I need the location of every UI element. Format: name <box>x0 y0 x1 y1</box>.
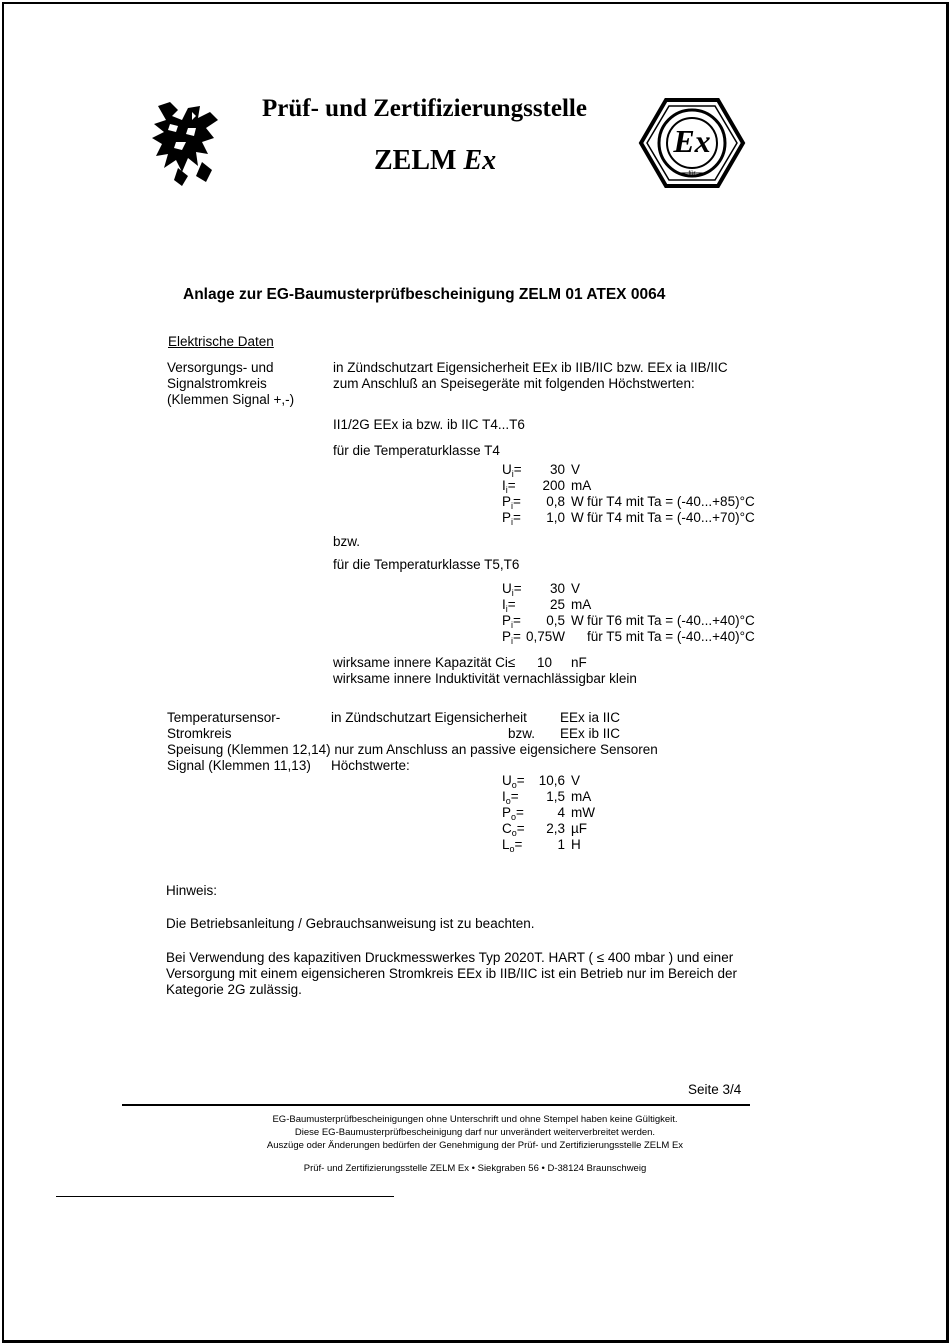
sensor-unit: H <box>571 837 581 852</box>
capacitance-label: wirksame innere Kapazität Ci≤ <box>333 655 516 670</box>
bzw-text: bzw. <box>333 534 361 549</box>
sensor-symbol: $I_o=$ <box>502 789 519 806</box>
inductance-text: wirksame innere Induktivität vernachlässigbar klein <box>333 671 637 686</box>
t56-unit: V <box>571 581 581 596</box>
footer-line-3: Auszüge oder Änderungen bedürfen der Genehmigung der Prüf- und Zertifizierungsstelle ZELM Ex <box>266 1140 684 1151</box>
t4-symbol: $I_i=$ <box>502 478 516 495</box>
t56-subscript: i <box>511 636 514 646</box>
section-title: Elektrische Daten <box>168 334 274 349</box>
capacitance-unit: nF <box>571 655 587 670</box>
notes-line-1: Die Betriebsanleitung / Gebrauchsanweisung ist zu beachten. <box>166 916 535 931</box>
supply-marking: II1/2G EEx ia bzw. ib IIC T4...T6 <box>333 417 525 432</box>
t56-symbol: $I_i=$ <box>502 597 516 614</box>
supply-intro-2: zum Anschluß an Speisegeräte mit folgenden Höchstwerten: <box>333 376 695 391</box>
sensor-line-2-bzw: bzw. <box>508 726 536 741</box>
t4-title: für die Temperaturklasse T4 <box>333 443 500 458</box>
sensor-max-label: Höchstwerte: <box>331 758 410 773</box>
t4-subscript: i <box>511 501 514 511</box>
t4-value: 0,8 <box>546 494 565 509</box>
ex-seal-logo <box>638 97 746 189</box>
header-subtitle-name: ZELM <box>374 145 457 176</box>
sensor-unit: µF <box>571 821 588 836</box>
t56-value: 0,5 <box>546 613 565 628</box>
supply-label-3: (Klemmen Signal +,-) <box>167 392 295 407</box>
sensor-symbol: $P_o=$ <box>502 805 524 822</box>
t4-note: für T4 mit Ta = (-40...+70)°C <box>587 510 755 525</box>
seal-center-text: Ex <box>673 123 711 159</box>
t4-value: 200 <box>542 478 565 493</box>
t4-subscript: i <box>511 517 514 527</box>
sensor-symbol: $L_o=$ <box>502 837 523 854</box>
t56-value: 0,75W <box>525 629 565 644</box>
t4-unit: W <box>571 510 584 525</box>
t56-value: 30 <box>549 581 565 596</box>
notes-para-1: Bei Verwendung des kapazitiven Druckmesswerkes Typ 2020T. HART ( ≤ 400 mbar ) und einer <box>166 950 734 965</box>
t4-unit: W <box>571 494 584 509</box>
notes-para-3: Kategorie 2G zulässig. <box>166 982 302 997</box>
supply-intro-1: in Zündschutzart Eigensicherheit EEx ib IIB/IIC bzw. EEx ia IIB/IIC <box>333 360 728 375</box>
t4-symbol: $P_i=$ <box>502 494 521 511</box>
t56-subscript: i <box>511 620 514 630</box>
t4-note: für T4 mit Ta = (-40...+85)°C <box>587 494 755 509</box>
supply-label-2: Signalstromkreis <box>167 376 267 391</box>
sensor-subscript: o <box>505 796 511 806</box>
t56-symbol: $P_i=$ <box>502 629 521 646</box>
t56-symbol: $P_i=$ <box>502 613 521 630</box>
t4-subscript: i <box>511 469 514 479</box>
sensor-value: 2,3 <box>546 821 565 836</box>
page-number: Seite 3/4 <box>688 1082 742 1097</box>
sensor-line-1-value: EEx ia IIC <box>560 710 621 725</box>
sensor-subscript: o <box>509 844 515 854</box>
notes-para-2: Versorgung mit einem eigensicheren Stromkreis EEx ib IIB/IIC ist ein Betrieb nur im Bereich der <box>166 966 737 981</box>
document-heading: Anlage zur EG-Baumusterprüfbescheinigung ZELM 01 ATEX 0064 <box>183 286 666 303</box>
sensor-subscript: o <box>511 812 517 822</box>
sensor-symbol: $C_o=$ <box>502 821 525 838</box>
bottom-short-rule <box>56 1196 394 1197</box>
footer-rule <box>122 1104 750 1106</box>
sensor-signal-label: Signal (Klemmen 11,13) <box>167 758 311 773</box>
sensor-line-1: in Zündschutzart Eigensicherheit <box>331 710 527 725</box>
sensor-value: 4 <box>557 805 565 820</box>
notes-title: Hinweis: <box>166 883 218 898</box>
sensor-unit: V <box>571 773 581 788</box>
lion-crest-logo <box>148 98 226 188</box>
sensor-subscript: o <box>511 828 517 838</box>
sensor-subscript: o <box>511 780 517 790</box>
t4-unit: V <box>571 462 581 477</box>
t56-note: für T6 mit Ta = (-40...+40)°C <box>587 613 755 628</box>
sensor-label-1: Temperatursensor- <box>167 710 281 725</box>
sensor-symbol: $U_o=$ <box>502 773 525 790</box>
footer-line-2: Diese EG-Baumusterprüfbescheinigung darf nur unverändert weiterverbreitet werden. <box>294 1127 656 1138</box>
supply-label-1: Versorgungs- und <box>167 360 274 375</box>
t56-title: für die Temperaturklasse T5,T6 <box>333 557 520 572</box>
footer-line-1: EG-Baumusterprüfbescheinigungen ohne Unterschrift und ohne Stempel haben keine Gültigkeit. <box>272 1114 678 1125</box>
t56-note: für T5 mit Ta = (-40...+40)°C <box>587 629 755 644</box>
capacitance-value: 10 <box>537 655 553 670</box>
sensor-value: 1 <box>557 837 565 852</box>
sensor-unit: mW <box>571 805 595 820</box>
sensor-value: 1,5 <box>546 789 565 804</box>
t4-unit: mA <box>571 478 592 493</box>
t56-value: 25 <box>549 597 565 612</box>
t56-subscript: i <box>511 588 514 598</box>
sensor-line-2-value: EEx ib IIC <box>560 726 621 741</box>
sensor-unit: mA <box>571 789 592 804</box>
t56-unit: W <box>571 613 584 628</box>
header-subtitle <box>374 144 496 178</box>
sensor-value: 10,6 <box>538 773 565 788</box>
t56-unit: mA <box>571 597 592 612</box>
sensor-label-2: Stromkreis <box>167 726 232 741</box>
header-subtitle-mark: Ex <box>463 145 497 176</box>
t4-value: 30 <box>549 462 565 477</box>
t56-symbol: $U_i=$ <box>502 581 522 598</box>
t4-symbol: $U_i=$ <box>502 462 522 479</box>
seal-small-text: für <box>688 171 696 177</box>
header-title: Prüf- und Zertifizierungsstelle <box>262 95 587 122</box>
t56-subscript: i <box>505 604 508 614</box>
footer-address: Prüf- und Zertifizierungsstelle ZELM Ex • Siekgraben 56 • D-38124 Braunschweig <box>303 1163 647 1174</box>
t4-value: 1,0 <box>546 510 565 525</box>
t4-symbol: $P_i=$ <box>502 510 521 527</box>
sensor-supply-line: Speisung (Klemmen 12,14) nur zum Anschluss an passive eigensichere Sensoren <box>167 742 658 757</box>
t4-subscript: i <box>505 485 508 495</box>
